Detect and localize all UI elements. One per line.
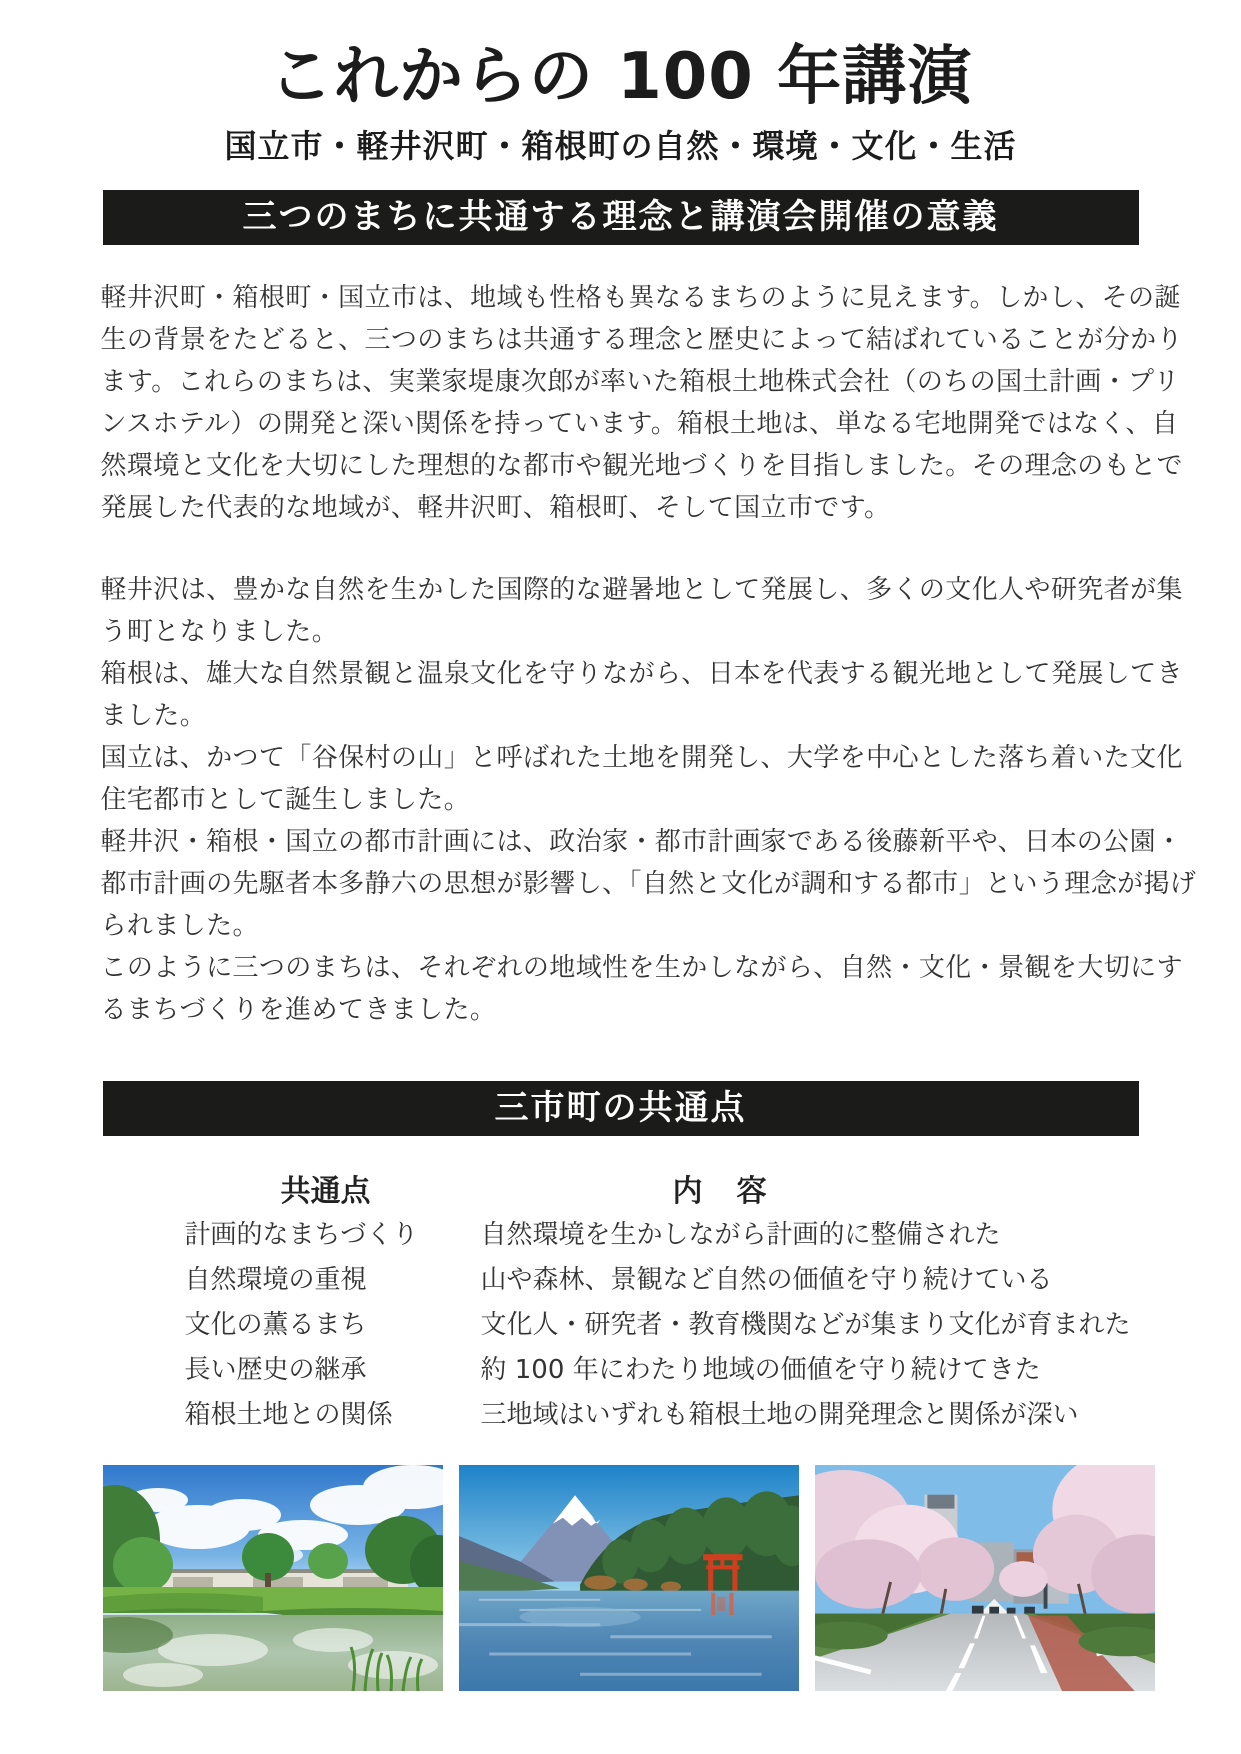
table-header-common-point: 共通点 <box>280 1174 371 1209</box>
common-points-table-body <box>101 1210 1141 1435</box>
page-title: これからの 100 年講演 <box>268 40 973 114</box>
page-subtitle: 国立市・軽井沢町・箱根町の自然・環境・文化・生活 <box>224 127 1017 165</box>
body-text-line: るまちづくりを進めてきました。 <box>100 995 497 1025</box>
table-cell-content: 自然環境を生かしながら計画的に整備された <box>480 1220 1001 1250</box>
common-points-table-header <box>101 1166 1141 1210</box>
body-text-line: られました。 <box>100 911 259 941</box>
karuizawa-pond-illustration <box>103 1465 443 1691</box>
kunitachi-illustration <box>815 1465 1155 1691</box>
body-text-line: 発展した代表的な地域が、軽井沢町、箱根町、そして国立市です。 <box>100 493 891 523</box>
paragraph-three-towns <box>100 569 1197 1031</box>
body-text-line: ます。これらのまちは、実業家堤康次郎が率いた箱根土地株式会社（のちの国土計画・プリ <box>100 367 1180 397</box>
body-text-line: このように三つのまちは、それぞれの地域性を生かしながら、自然・文化・景観を大切にす <box>100 953 1183 983</box>
table-row <box>101 1390 1141 1435</box>
table-cell-content: 文化人・研究者・教育機関などが集まり文化が育まれた <box>480 1310 1131 1340</box>
table-row <box>101 1345 1141 1390</box>
table-row <box>101 1210 1141 1255</box>
common-points-table <box>101 1166 1141 1435</box>
table-cell-content: 三地域はいずれも箱根土地の開発理念と関係が深い <box>480 1400 1079 1430</box>
table-row <box>101 1255 1141 1300</box>
body-text-line: 箱根は、雄大な自然景観と温泉文化を守りながら、日本を代表する観光地として発展してき <box>100 659 1183 689</box>
kunitachi-cherry-blossom-avenue-photo <box>815 1465 1155 1691</box>
hakone-illustration <box>459 1465 799 1691</box>
hakone-lake-ashi-torii-fuji-photo <box>459 1465 799 1691</box>
table-cell-common-point: 箱根土地との関係 <box>184 1400 393 1430</box>
body-text-line: 軽井沢町・箱根町・国立市は、地域も性格も異なるまちのように見えます。しかし、その誕 <box>100 283 1181 313</box>
paragraph-origin-history <box>100 277 1183 529</box>
body-text-line: ました。 <box>100 701 207 731</box>
table-cell-common-point: 自然環境の重視 <box>184 1265 367 1295</box>
table-cell-content: 山や森林、景観など自然の価値を守り続けている <box>480 1265 1053 1295</box>
body-text-line: う町となりました。 <box>100 617 339 647</box>
body-text-line: 生の背景をたどると、三つのまちは共通する理念と歴史によって結ばれていることが分かり <box>100 325 1183 355</box>
body-text-line: 住宅都市として誕生しました。 <box>100 785 471 815</box>
body-text-line: 国立は、かつて「谷保村の山」と呼ばれた土地を開発し、大学を中心とした落ち着いた文化 <box>100 743 1183 773</box>
section-heading-meaning: 三つのまちに共通する理念と講演会開催の意義 <box>103 190 1139 245</box>
body-text-line: 然環境と文化を大切にした理想的な都市や観光地づくりを目指しました。その理念のもとで <box>100 451 1183 481</box>
body-text-line: 軽井沢・箱根・国立の都市計画には、政治家・都市計画家である後藤新平や、日本の公園・ <box>100 827 1183 857</box>
table-row <box>101 1300 1141 1345</box>
body-text-line: 都市計画の先駆者本多静六の思想が影響し、「自然と文化が調和する都市」という理念が掲げ <box>100 869 1197 899</box>
section-heading-common-points: 三市町の共通点 <box>103 1081 1139 1136</box>
body-text-line: ンスホテル）の開発と深い関係を持っています。箱根土地は、単なる宅地開発ではなく、自 <box>100 409 1179 439</box>
table-cell-common-point: 文化の薫るまち <box>184 1310 367 1340</box>
body-text-line: 軽井沢は、豊かな自然を生かした国際的な避暑地として発展し、多くの文化人や研究者が集 <box>100 575 1183 605</box>
table-cell-common-point: 計画的なまちづくり <box>184 1220 419 1250</box>
table-header-content: 内 容 <box>672 1174 769 1209</box>
table-cell-common-point: 長い歴史の継承 <box>184 1355 367 1385</box>
photo-strip <box>103 1465 1241 1691</box>
table-cell-content: 約 100 年にわたり地域の価値を守り続けてきた <box>480 1355 1041 1385</box>
karuizawa-pond-photo <box>103 1465 443 1691</box>
